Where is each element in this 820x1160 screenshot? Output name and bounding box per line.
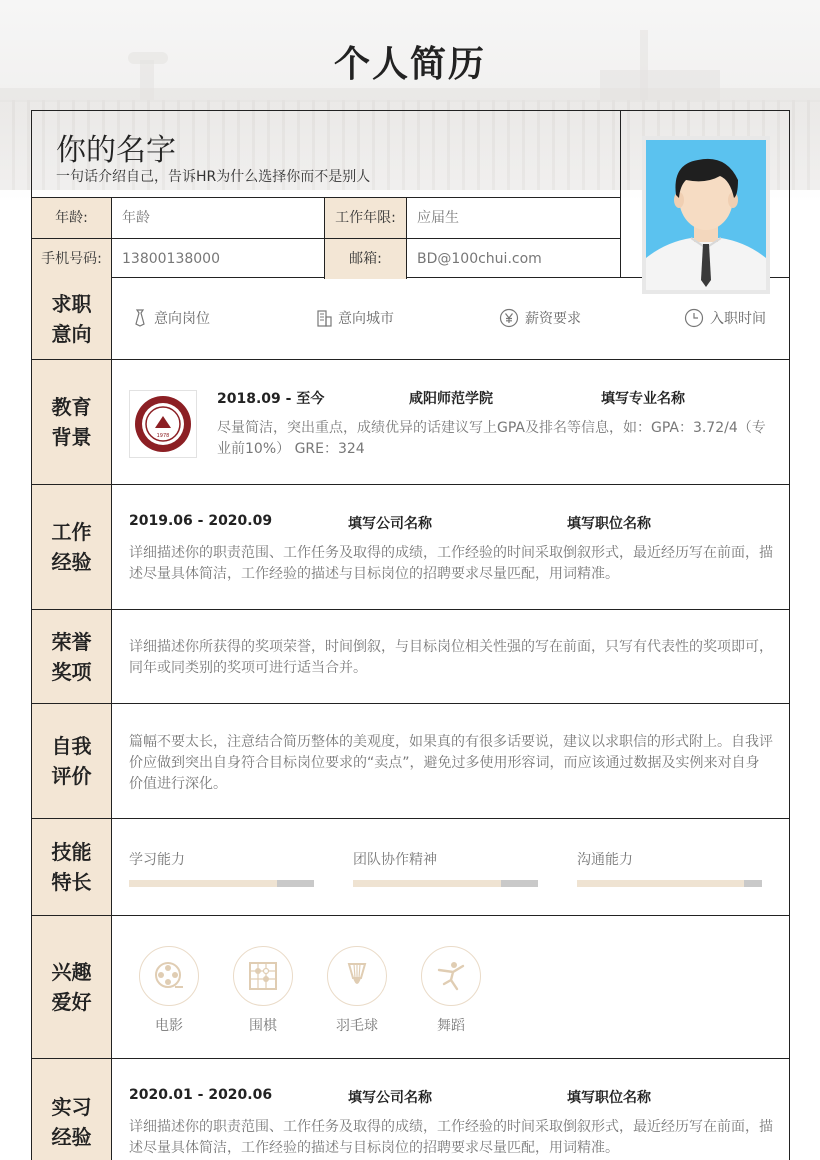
school-logo	[129, 390, 197, 458]
section-self-evaluation	[32, 704, 789, 819]
email-value[interactable]: BD@100chui.com	[417, 251, 542, 267]
badminton-icon	[341, 960, 373, 992]
page-title: 个人简历	[333, 44, 486, 85]
skill-bar	[129, 880, 314, 887]
skill-label: 沟通能力	[577, 852, 633, 868]
section-honors	[32, 610, 789, 704]
hobby-item[interactable]	[139, 946, 199, 1035]
age-label: 年龄:	[32, 198, 112, 238]
section-education	[32, 360, 789, 485]
skill-bar	[353, 880, 538, 887]
skill-item[interactable]	[129, 849, 314, 887]
basic-info-grid	[32, 197, 620, 278]
education-header	[217, 388, 773, 408]
resume-sheet	[31, 110, 790, 1160]
education-school[interactable]: 咸阳师范学院	[409, 391, 493, 407]
hobby-item[interactable]	[421, 946, 481, 1035]
phone-label: 手机号码:	[32, 239, 112, 279]
candidate-name[interactable]: 你的名字	[56, 133, 176, 168]
clock-icon	[684, 308, 704, 328]
skills-title: 技能特长	[51, 840, 92, 894]
skill-item[interactable]	[577, 849, 762, 887]
skill-bar-fill	[129, 880, 277, 887]
section-skills	[32, 819, 789, 916]
hobby-label: 羽毛球	[336, 1018, 378, 1034]
hobby-label: 围棋	[249, 1018, 277, 1034]
skill-item[interactable]	[353, 849, 538, 887]
education-description[interactable]: 尽量简洁，突出重点，成绩优异的话建议写上GPA及排名等信息，如：GPA：3.72/4（专业前10%） GRE：324	[217, 420, 766, 457]
internship-header	[129, 1087, 773, 1107]
hobbies-title: 兴趣爱好	[51, 960, 92, 1014]
intent-start-date[interactable]: 入职时间	[684, 308, 766, 328]
internship-date: 2020.01 - 2020.06	[129, 1087, 273, 1103]
tie-icon	[132, 309, 148, 327]
education-major[interactable]: 填写专业名称	[601, 391, 685, 407]
section-hobbies	[32, 916, 789, 1059]
age-value[interactable]: 年龄	[112, 198, 325, 238]
work-description[interactable]: 详细描述你的职责范围、工作任务及取得的成绩，工作经验的时间采取倒叙形式，最近经历写在前面，描述尽量具体简洁，工作经验的描述与目标岗位的招聘要求尽量匹配，用词精准。	[129, 545, 773, 582]
dancer-icon	[435, 960, 467, 992]
yen-icon	[499, 308, 519, 328]
hobby-item[interactable]	[327, 946, 387, 1035]
section-internship	[32, 1059, 789, 1160]
section-work	[32, 485, 789, 610]
experience-label: 工作年限:	[325, 198, 407, 238]
skill-label: 学习能力	[129, 852, 185, 868]
self-eval-title: 自我评价	[51, 734, 92, 788]
work-header	[129, 513, 773, 533]
intent-city[interactable]: 意向城市	[316, 308, 394, 328]
internship-position[interactable]: 填写职位名称	[567, 1090, 651, 1106]
profile-photo[interactable]	[642, 136, 770, 294]
hobby-label: 电影	[155, 1018, 183, 1034]
skill-bar-fill	[577, 880, 744, 887]
internship-company[interactable]: 填写公司名称	[348, 1090, 432, 1106]
internship-description[interactable]: 详细描述你的职责范围、工作任务及取得的成绩，工作经验的时间采取倒叙形式，最近经历写在前面，描述尽量具体简洁，工作经验的描述与目标岗位的招聘要求尽量匹配，用词精准。	[129, 1119, 773, 1156]
skill-label: 团队协作精神	[353, 852, 437, 868]
honors-description[interactable]: 详细描述你所获得的奖项荣誉，时间倒叙，与目标岗位相关性强的写在前面，只写有代表性的奖项即可，同年或同类别的奖项可进行适当合并。	[129, 639, 773, 676]
education-title: 教育背景	[51, 395, 92, 449]
phone-value[interactable]: 13800138000	[112, 239, 325, 279]
intent-title: 求职意向	[51, 291, 92, 346]
film-reel-icon	[153, 960, 185, 992]
skill-bar	[577, 880, 762, 887]
work-title: 工作经验	[51, 520, 92, 574]
building-icon	[316, 309, 332, 327]
self-eval-description[interactable]: 篇幅不要太长，注意结合简历整体的美观度，如果真的有很多话要说，建议以求职信的形式附上。自我评价应做到突出自身符合目标岗位要求的“卖点”，避免过多使用形容词，而应该通过数据及实例来对自身价值进行深化。	[129, 734, 773, 792]
work-company[interactable]: 填写公司名称	[348, 516, 432, 532]
hobby-label: 舞蹈	[437, 1018, 465, 1034]
intent-salary[interactable]: 薪资要求	[499, 308, 581, 328]
work-position[interactable]: 填写职位名称	[567, 516, 651, 532]
candidate-slogan[interactable]: 一句话介绍自己，告诉HR为什么选择你而不是别人	[56, 169, 371, 185]
honors-title: 荣誉奖项	[51, 629, 92, 684]
education-date: 2018.09 - 至今	[217, 391, 325, 407]
work-date: 2019.06 - 2020.09	[129, 513, 273, 529]
internship-title: 实习经验	[51, 1094, 92, 1149]
logo-year: 1978	[156, 433, 170, 439]
hobby-item[interactable]	[233, 946, 293, 1035]
experience-value[interactable]: 应届生	[417, 210, 459, 226]
email-label: 邮箱:	[325, 239, 407, 279]
skill-bar-fill	[353, 880, 501, 887]
go-board-icon	[247, 960, 279, 992]
intent-position[interactable]: 意向岗位	[132, 308, 210, 328]
